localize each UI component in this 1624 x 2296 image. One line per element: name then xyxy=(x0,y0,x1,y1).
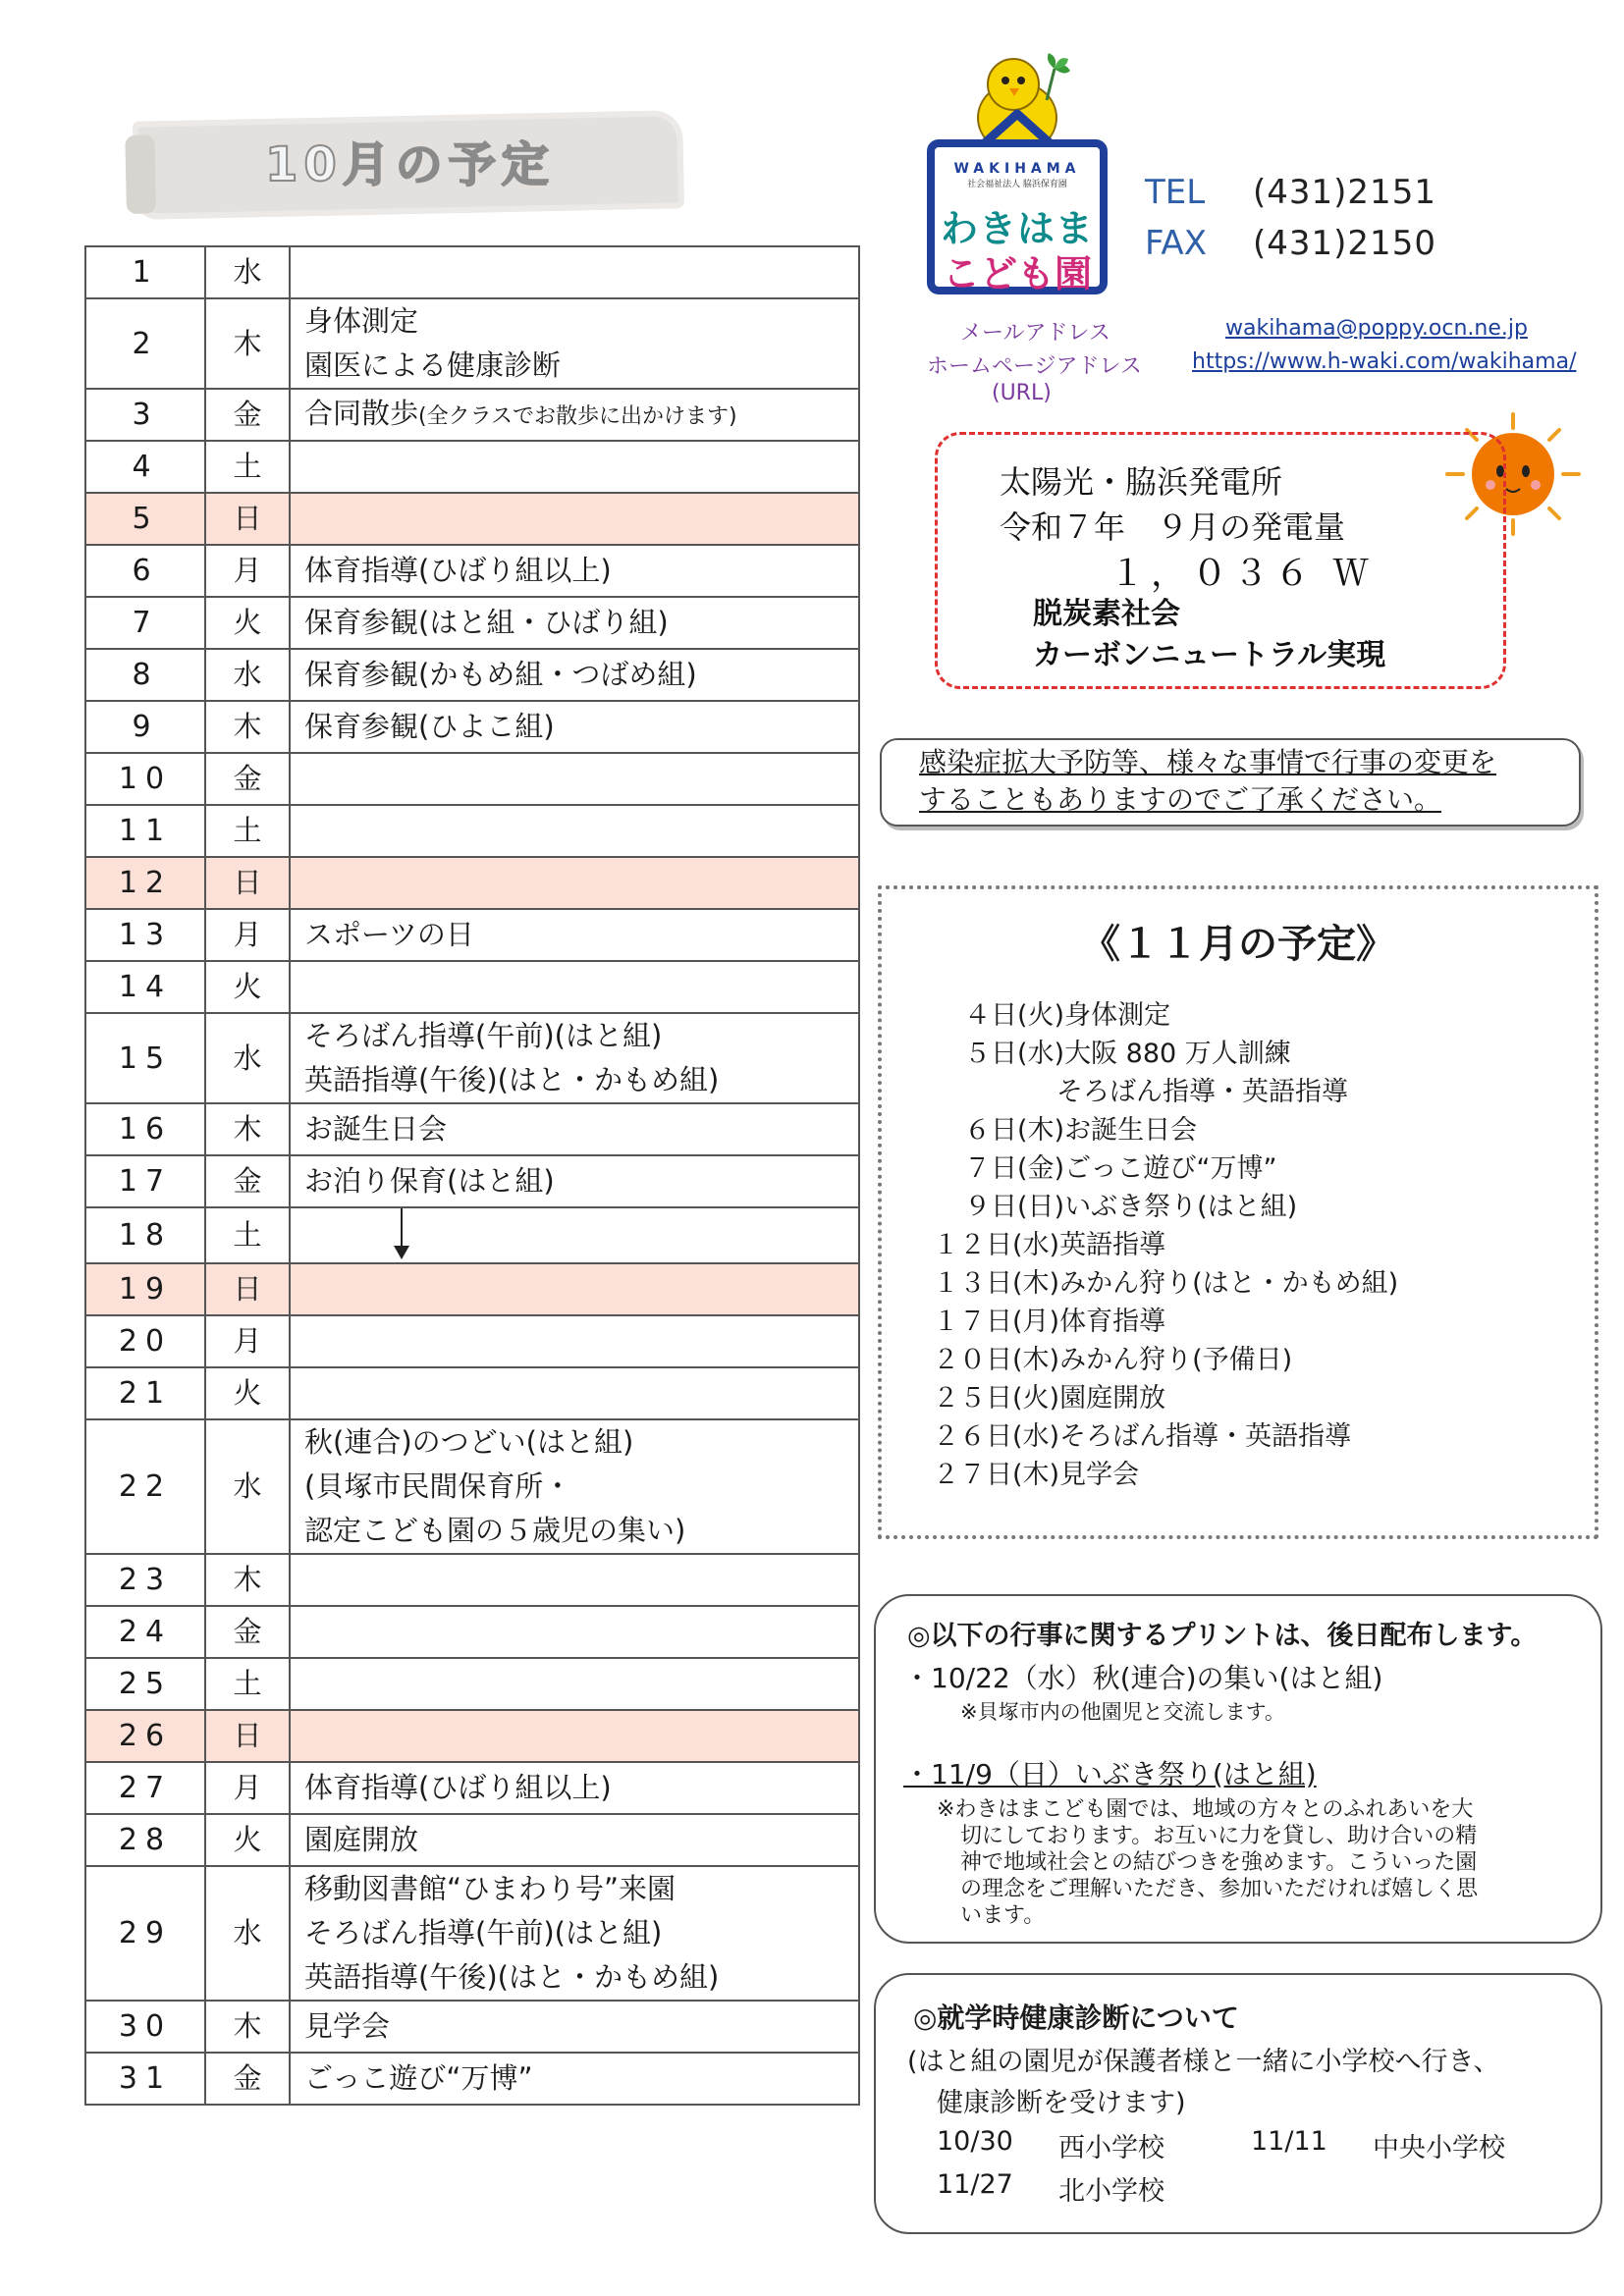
event-label: 園庭開放 xyxy=(304,1823,419,1856)
event-label: 秋(連合)のつどい(はと組) xyxy=(304,1425,634,1459)
calendar-weekday: 土 xyxy=(205,1658,290,1710)
print-notice-box xyxy=(874,1594,1602,1944)
calendar-day: 24 xyxy=(85,1606,205,1658)
calendar-weekday: 金 xyxy=(205,1155,290,1207)
page-title: 10月の予定 xyxy=(265,137,555,192)
calendar-weekday: 木 xyxy=(205,1554,290,1606)
calendar-events xyxy=(290,1554,859,1606)
calendar-day: 10 xyxy=(85,753,205,805)
event-text xyxy=(304,1955,858,2000)
calendar-weekday: 土 xyxy=(205,1207,290,1263)
event-text xyxy=(304,1107,858,1151)
logo-name-line2: こども園 xyxy=(942,252,1092,295)
calendar-row xyxy=(85,857,859,909)
november-item: ９日(日)いぶき祭り(はと組) xyxy=(964,1192,1298,1222)
calendar-weekday: 土 xyxy=(205,805,290,857)
calendar-weekday: 火 xyxy=(205,961,290,1013)
calendar-events xyxy=(290,1814,859,1866)
calendar-day: 17 xyxy=(85,1155,205,1207)
calendar-day: 29 xyxy=(85,1866,205,2001)
calendar-day: 12 xyxy=(85,857,205,909)
calendar-events xyxy=(290,1263,859,1315)
calendar-events xyxy=(290,1315,859,1367)
health-line2: 健康診断を受けます) xyxy=(937,2088,1186,2118)
calendar-day: 16 xyxy=(85,1103,205,1155)
calendar-row xyxy=(85,649,859,701)
calendar-weekday: 土 xyxy=(205,441,290,493)
calendar-events xyxy=(290,753,859,805)
november-title: 《１１月の予定》 xyxy=(1081,922,1395,967)
calendar-events xyxy=(290,1367,859,1419)
print-item1: ・10/22（水）秋(連合)の集い(はと組) xyxy=(903,1662,1383,1694)
event-text xyxy=(304,1911,858,1955)
calendar-day: 4 xyxy=(85,441,205,493)
school-name-1: 西小学校 xyxy=(1058,2133,1164,2163)
calendar-row xyxy=(85,1419,859,1554)
print-item2: ・11/9（日）いぶき祭り(はと組) xyxy=(903,1758,1317,1790)
school-date-3: 11/27 xyxy=(937,2169,1013,2200)
calendar-events xyxy=(290,961,859,1013)
event-text xyxy=(304,1420,858,1465)
notice-line2: することもありますのでご了承ください。 xyxy=(919,783,1442,816)
calendar-day: 25 xyxy=(85,1658,205,1710)
calendar-weekday: 日 xyxy=(205,857,290,909)
calendar-row xyxy=(85,1866,859,2001)
november-item: そろばん指導・英語指導 xyxy=(1056,1077,1348,1107)
calendar-events xyxy=(290,1013,859,1103)
calendar-weekday: 日 xyxy=(205,1263,290,1315)
november-item: ５日(水)大阪 880 万人訓練 xyxy=(964,1039,1291,1069)
calendar-day: 15 xyxy=(85,1013,205,1103)
calendar-events xyxy=(290,2053,859,2105)
event-text xyxy=(304,1766,858,1810)
event-label: そろばん指導(午前)(はと組) xyxy=(304,1916,663,1949)
calendar-row xyxy=(85,1762,859,1814)
logo-name-line1: わきはま xyxy=(940,207,1094,250)
november-item: ２５日(火)園庭開放 xyxy=(933,1383,1166,1414)
calendar-row xyxy=(85,1155,859,1207)
calendar-row xyxy=(85,701,859,753)
event-text xyxy=(304,601,858,645)
calendar-weekday: 金 xyxy=(205,389,290,441)
calendar-row xyxy=(85,1263,859,1315)
calendar-weekday: 月 xyxy=(205,909,290,961)
november-item: ２０日(木)みかん狩り(予備日) xyxy=(933,1345,1293,1375)
calendar-weekday: 水 xyxy=(205,649,290,701)
calendar-day: 26 xyxy=(85,1710,205,1762)
logo-english-name: WAKIHAMA xyxy=(953,161,1081,177)
calendar-weekday: 月 xyxy=(205,1315,290,1367)
print-item2-note-line: ※わきはまこども園では、地域の方々とのふれあいを大 xyxy=(937,1797,1474,1822)
calendar-row xyxy=(85,1710,859,1762)
solar-slogan1: 脱炭素社会 xyxy=(1033,597,1180,631)
calendar-events xyxy=(290,246,859,298)
calendar-day: 31 xyxy=(85,2053,205,2105)
solar-value: １，０３６ Ｗ xyxy=(1110,554,1375,594)
calendar-weekday: 金 xyxy=(205,753,290,805)
solar-period: 令和７年 ９月の発電量 xyxy=(1000,508,1346,546)
tel-number: (431)2151 xyxy=(1253,173,1436,212)
november-item: ２７日(木)見学会 xyxy=(933,1460,1140,1490)
school-name-2: 中央小学校 xyxy=(1373,2133,1505,2163)
calendar-events xyxy=(290,1419,859,1554)
event-label: 見学会 xyxy=(304,2009,391,2043)
solar-title: 太陽光・脇浜発電所 xyxy=(1000,463,1283,501)
calendar-day: 13 xyxy=(85,909,205,961)
calendar-day: 8 xyxy=(85,649,205,701)
hp-url-label: (URL) xyxy=(992,381,1052,405)
event-label: 認定こども園の５歳児の集い) xyxy=(304,1514,686,1547)
november-schedule-box xyxy=(878,885,1598,1539)
event-label: 園医による健康診断 xyxy=(304,348,562,382)
calendar-day: 27 xyxy=(85,1762,205,1814)
mail-label: メールアドレス xyxy=(960,321,1110,346)
event-label: スポーツの日 xyxy=(304,918,474,951)
calendar-row xyxy=(85,298,859,389)
event-label: ごっこ遊び“万博” xyxy=(304,2061,533,2095)
november-item: ７日(金)ごっこ遊び“万博” xyxy=(964,1153,1277,1184)
calendar-events xyxy=(290,701,859,753)
calendar-events xyxy=(290,441,859,493)
calendar-weekday: 木 xyxy=(205,2001,290,2053)
event-label: 身体測定 xyxy=(304,304,419,338)
mail-link[interactable]: wakihama@poppy.ocn.ne.jp xyxy=(1225,316,1528,341)
calendar-events xyxy=(290,857,859,909)
calendar-weekday: 月 xyxy=(205,1762,290,1814)
event-label: 保育参観(ひよこ組) xyxy=(304,710,555,743)
calendar-row xyxy=(85,493,859,545)
event-text xyxy=(304,1159,858,1203)
calendar-row xyxy=(85,1207,859,1263)
print-heading: ◎以下の行事に関するプリントは、後日配布します。 xyxy=(907,1621,1538,1651)
calendar-day: 21 xyxy=(85,1367,205,1419)
calendar-row xyxy=(85,545,859,597)
calendar-events xyxy=(290,1710,859,1762)
calendar-day: 14 xyxy=(85,961,205,1013)
calendar-weekday: 金 xyxy=(205,1606,290,1658)
calendar-row xyxy=(85,1013,859,1103)
calendar-events xyxy=(290,805,859,857)
continuation-arrow-icon xyxy=(304,1208,858,1262)
calendar-row xyxy=(85,2053,859,2105)
print-item2-note-line: の理念をご理解いただき、参加いただければ嬉しく思 xyxy=(960,1877,1479,1901)
event-label: 保育参観(かもめ組・つばめ組) xyxy=(304,658,697,691)
event-text xyxy=(304,1818,858,1862)
calendar-weekday: 火 xyxy=(205,1814,290,1866)
calendar-row xyxy=(85,1315,859,1367)
calendar-row xyxy=(85,1554,859,1606)
event-label: 英語指導(午後)(はと・かもめ組) xyxy=(304,1960,720,1994)
calendar-row xyxy=(85,597,859,649)
calendar-events xyxy=(290,909,859,961)
calendar-events xyxy=(290,1606,859,1658)
health-heading: ◎就学時健康診断について xyxy=(913,2002,1239,2034)
calendar-row xyxy=(85,1606,859,1658)
calendar-day: 11 xyxy=(85,805,205,857)
calendar-row xyxy=(85,1103,859,1155)
calendar-events xyxy=(290,1658,859,1710)
event-label: 英語指導(午後)(はと・かもめ組) xyxy=(304,1063,720,1096)
calendar-day: 7 xyxy=(85,597,205,649)
calendar-row xyxy=(85,441,859,493)
calendar-events xyxy=(290,649,859,701)
calendar-events xyxy=(290,597,859,649)
event-label: お泊り保育(はと組) xyxy=(304,1164,555,1198)
change-notice-box xyxy=(880,738,1581,827)
calendar-day: 1 xyxy=(85,246,205,298)
event-text xyxy=(304,1465,858,1509)
calendar-events xyxy=(290,1207,859,1263)
november-item: ４日(火)身体測定 xyxy=(964,1000,1171,1031)
calendar-weekday: 木 xyxy=(205,1103,290,1155)
event-label: 体育指導(ひばり組以上) xyxy=(304,1771,612,1804)
health-check-box xyxy=(874,1973,1602,2234)
november-item: １７日(月)体育指導 xyxy=(933,1307,1166,1337)
calendar-day: 3 xyxy=(85,389,205,441)
calendar-events xyxy=(290,493,859,545)
event-label: 体育指導(ひばり組以上) xyxy=(304,554,612,587)
school-logo xyxy=(927,51,1108,298)
calendar-day: 22 xyxy=(85,1419,205,1554)
event-label: 移動図書館“ひまわり号”来園 xyxy=(304,1872,677,1905)
print-item1-note: ※貝塚市内の他園児と交流します。 xyxy=(960,1700,1285,1724)
calendar-day: 18 xyxy=(85,1207,205,1263)
calendar-weekday: 水 xyxy=(205,246,290,298)
calendar-row xyxy=(85,1367,859,1419)
calendar-events xyxy=(290,298,859,389)
event-label: 保育参観(はと組・ひばり組) xyxy=(304,606,669,639)
health-line1: (はと組の園児が保護者様と一緒に小学校へ行き、 xyxy=(907,2047,1500,2077)
event-text xyxy=(304,913,858,957)
calendar-weekday: 金 xyxy=(205,2053,290,2105)
calendar-weekday: 木 xyxy=(205,298,290,389)
calendar-day: 20 xyxy=(85,1315,205,1367)
event-text xyxy=(304,344,858,388)
calendar-events xyxy=(290,2001,859,2053)
calendar-day: 9 xyxy=(85,701,205,753)
calendar-events xyxy=(290,1866,859,2001)
calendar-weekday: 月 xyxy=(205,545,290,597)
event-text xyxy=(304,705,858,749)
print-item2-note-line: います。 xyxy=(960,1903,1046,1928)
november-item: １２日(水)英語指導 xyxy=(933,1230,1166,1260)
calendar-row xyxy=(85,1658,859,1710)
calendar-weekday: 火 xyxy=(205,597,290,649)
tel-label: TEL xyxy=(1145,173,1206,212)
event-text xyxy=(304,1014,858,1058)
calendar-day: 28 xyxy=(85,1814,205,1866)
calendar-row xyxy=(85,1814,859,1866)
event-label: お誕生日会 xyxy=(304,1112,448,1146)
calendar-events xyxy=(290,1155,859,1207)
calendar-events xyxy=(290,389,859,441)
calendar-row xyxy=(85,753,859,805)
event-text xyxy=(304,392,858,439)
event-text xyxy=(304,1509,858,1553)
calendar-row xyxy=(85,2001,859,2053)
calendar-row xyxy=(85,389,859,441)
calendar-day: 6 xyxy=(85,545,205,597)
calendar-row xyxy=(85,805,859,857)
november-item: １３日(木)みかん狩り(はと・かもめ組) xyxy=(933,1268,1399,1299)
fax-number: (431)2150 xyxy=(1253,224,1436,263)
november-item: ２６日(水)そろばん指導・英語指導 xyxy=(933,1421,1352,1452)
school-date-2: 11/11 xyxy=(1251,2126,1327,2157)
event-text xyxy=(304,1867,858,1911)
event-text xyxy=(304,2056,858,2101)
event-label: そろばん指導(午前)(はと組) xyxy=(304,1019,663,1052)
calendar-weekday: 日 xyxy=(205,1710,290,1762)
calendar-weekday: 水 xyxy=(205,1013,290,1103)
logo-subtitle: 社会福祉法人 脇浜保育園 xyxy=(967,180,1067,189)
october-calendar xyxy=(84,245,860,2106)
print-item2-note-line: 神で地域社会との結びつきを強めます。こういった園 xyxy=(960,1850,1478,1875)
calendar-events xyxy=(290,1103,859,1155)
print-item2-note-line: 切にしております。お互いに力を貸し、助け合いの精 xyxy=(960,1824,1478,1848)
calendar-day: 23 xyxy=(85,1554,205,1606)
calendar-weekday: 木 xyxy=(205,701,290,753)
event-label: (貝塚市民間保育所・ xyxy=(304,1469,572,1503)
calendar-weekday: 水 xyxy=(205,1866,290,2001)
event-text xyxy=(304,653,858,697)
solar-slogan2: カーボンニュートラル実現 xyxy=(1033,638,1386,672)
calendar-day: 5 xyxy=(85,493,205,545)
hp-link[interactable]: https://www.h-waki.com/wakihama/ xyxy=(1192,349,1577,374)
calendar-row xyxy=(85,246,859,298)
event-note: (全クラスでお散歩に出かけます) xyxy=(418,403,737,429)
calendar-weekday: 日 xyxy=(205,493,290,545)
calendar-row xyxy=(85,961,859,1013)
november-item: ６日(木)お誕生日会 xyxy=(964,1115,1198,1146)
calendar-events xyxy=(290,1762,859,1814)
calendar-weekday: 水 xyxy=(205,1419,290,1554)
fax-label: FAX xyxy=(1145,224,1207,263)
event-text xyxy=(304,299,858,344)
school-name-3: 北小学校 xyxy=(1058,2176,1164,2207)
calendar-day: 30 xyxy=(85,2001,205,2053)
event-text xyxy=(304,2004,858,2049)
calendar-day: 2 xyxy=(85,298,205,389)
hp-label: ホームページアドレス xyxy=(927,354,1142,379)
calendar-row xyxy=(85,909,859,961)
calendar-events xyxy=(290,545,859,597)
calendar-weekday: 火 xyxy=(205,1367,290,1419)
notice-line1: 感染症拡大予防等、様々な事情で行事の変更を xyxy=(919,746,1497,778)
calendar-day: 19 xyxy=(85,1263,205,1315)
school-date-1: 10/30 xyxy=(937,2126,1013,2157)
event-text xyxy=(304,549,858,593)
event-text xyxy=(304,1058,858,1102)
event-label: 合同散歩 xyxy=(304,396,419,430)
